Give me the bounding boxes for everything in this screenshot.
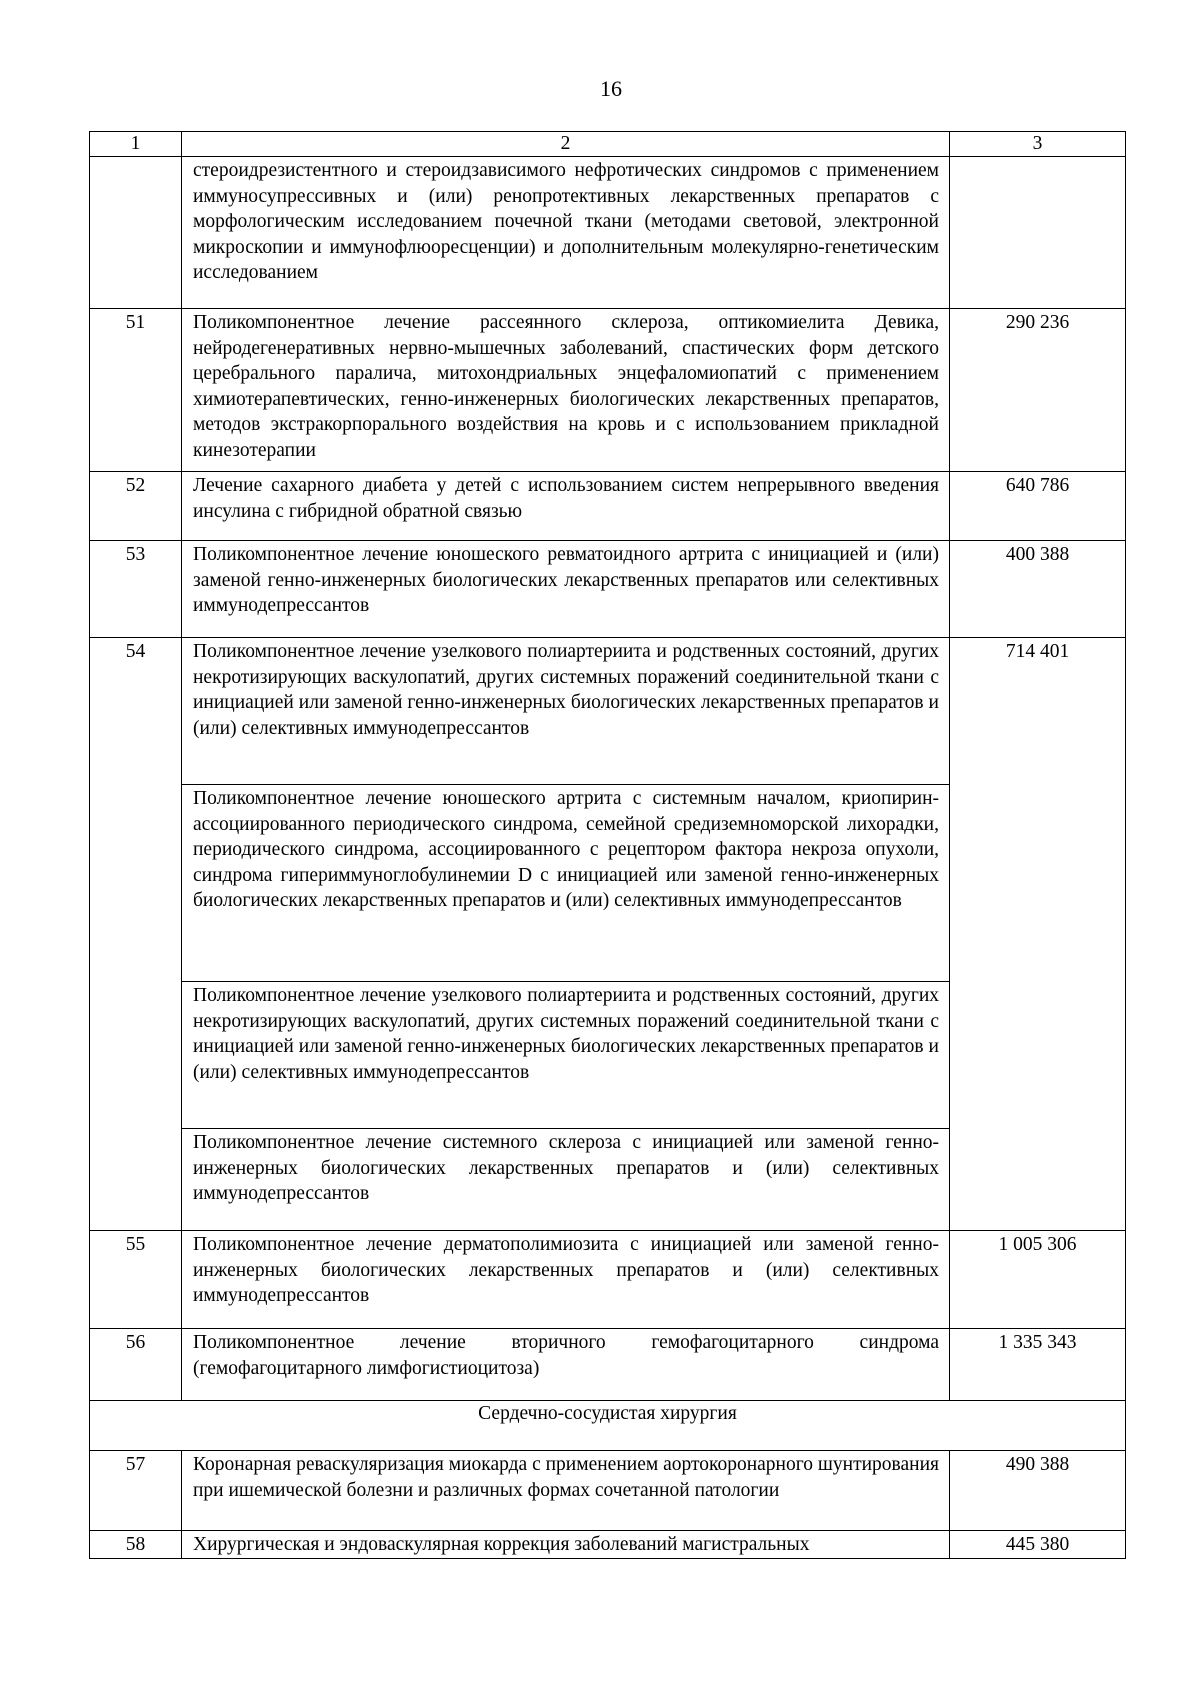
- row-number: 55: [90, 1231, 182, 1329]
- row-price: 445 380: [950, 1531, 1126, 1559]
- row-price: 1 335 343: [950, 1329, 1126, 1401]
- row-number: 52: [90, 472, 182, 541]
- row-number: 51: [90, 309, 182, 472]
- row-number: 56: [90, 1329, 182, 1401]
- table-row: [90, 541, 1126, 638]
- row-price: 640 786: [950, 472, 1126, 541]
- row-number: 54: [90, 638, 182, 1231]
- row-description: Коронарная реваскуляризация миокарда с применением аортокоронарного шунтирования при ишемической болезни и различных формах сочетанной патологии: [182, 1451, 950, 1531]
- row-description: [182, 157, 950, 309]
- table-row: [90, 309, 1126, 472]
- row-number: 53: [90, 541, 182, 638]
- header-col-3: 3: [950, 132, 1126, 157]
- row-price-empty: [950, 157, 1126, 309]
- row-description: Поликомпонентное лечение системного склероза с инициацией или заменой генно-инженерных биологических лекарственных препаратов и (или) селективных иммунодепрессантов: [182, 1129, 950, 1231]
- row-price: 400 388: [950, 541, 1126, 638]
- row-price: 490 388: [950, 1451, 1126, 1531]
- section-title: Сердечно-сосудистая хирургия: [90, 1401, 1126, 1451]
- row-description: Лечение сахарного диабета у детей с использованием систем непрерывного введения инсулина с гибридной обратной связью: [182, 472, 950, 541]
- row-description: Поликомпонентное лечение юношеского артрита с системным началом, криопирин-ассоциированного периодического синдрома, семейной средиземноморской лихорадки, периодического синдрома, ассоциированного с рецептором фактора некроза опухоли, синдрома гипериммуноглобулинемии D с инициацией или заменой генно-инженерных биологических лекарственных препаратов и (или) селективных иммунодепрессантов: [182, 785, 950, 982]
- table-row: [90, 1231, 1126, 1329]
- services-table: [89, 131, 1126, 1559]
- page-number: 16: [600, 76, 622, 101]
- table-row: [90, 157, 1126, 309]
- row-price: 290 236: [950, 309, 1126, 472]
- table-row: [90, 1531, 1126, 1559]
- row-description: Поликомпонентное лечение рассеянного склероза, оптикомиелита Девика, нейродегенеративных нервно-мышечных заболеваний, спастических форм детского церебрального паралича, митохондриальных энцефаломиопатий с применением химиотерапевтических, генно-инженерных биологических лекарственных препаратов, методов экстракорпорального воздействия на кровь и с использованием прикладной кинезотерапии: [182, 309, 950, 472]
- table-header-row: [90, 132, 1126, 157]
- table-row: [90, 638, 1126, 785]
- table-row: [90, 472, 1126, 541]
- row-description: Хирургическая и эндоваскулярная коррекция заболеваний магистральных: [182, 1531, 950, 1559]
- section-row: [90, 1401, 1126, 1451]
- table-row: [90, 1329, 1126, 1401]
- row-price: 714 401: [950, 638, 1126, 1231]
- table-row: [90, 1451, 1126, 1531]
- header-col-2: 2: [182, 132, 950, 157]
- row-description: Поликомпонентное лечение юношеского ревматоидного артрита с инициацией и (или) заменой генно-инженерных биологических лекарственных препаратов или селективных иммунодепрессантов: [182, 541, 950, 638]
- row-description: Поликомпонентное лечение узелкового полиартериита и родственных состояний, других некротизирующих васкулопатий, других системных поражений соединительной ткани с инициацией или заменой генно-инженерных биологических лекарственных препаратов и (или) селективных иммунодепрессантов: [182, 982, 950, 1129]
- row-description: Поликомпонентное лечение узелкового полиартериита и родственных состояний, других некротизирующих васкулопатий, других системных поражений соединительной ткани с инициацией или заменой генно-инженерных биологических лекарственных препаратов и (или) селективных иммунодепрессантов: [182, 638, 950, 785]
- header-col-1: 1: [90, 132, 182, 157]
- row-description: Поликомпонентное лечение дерматополимиозита с инициацией или заменой генно-инженерных биологических лекарственных препаратов и (или) селективных иммунодепрессантов: [182, 1231, 950, 1329]
- row-description: Поликомпонентное лечение вторичного гемофагоцитарного синдрома (гемофагоцитарного лимфогистиоцитоза): [182, 1329, 950, 1401]
- row-number-empty: [90, 157, 182, 309]
- row-number: 57: [90, 1451, 182, 1531]
- row-number: 58: [90, 1531, 182, 1559]
- row-price: 1 005 306: [950, 1231, 1126, 1329]
- continuation-text: стероидрезистентного и стероидзависимого нефротических синдромов с применением иммуносупрессивных и (или) ренопротективных лекарственных препаратов с морфологическим исследованием почечной ткани (методами световой, электронной микроскопии и иммунофлюоресценции) и дополнительным молекулярно-генетическим исследованием: [193, 160, 939, 284]
